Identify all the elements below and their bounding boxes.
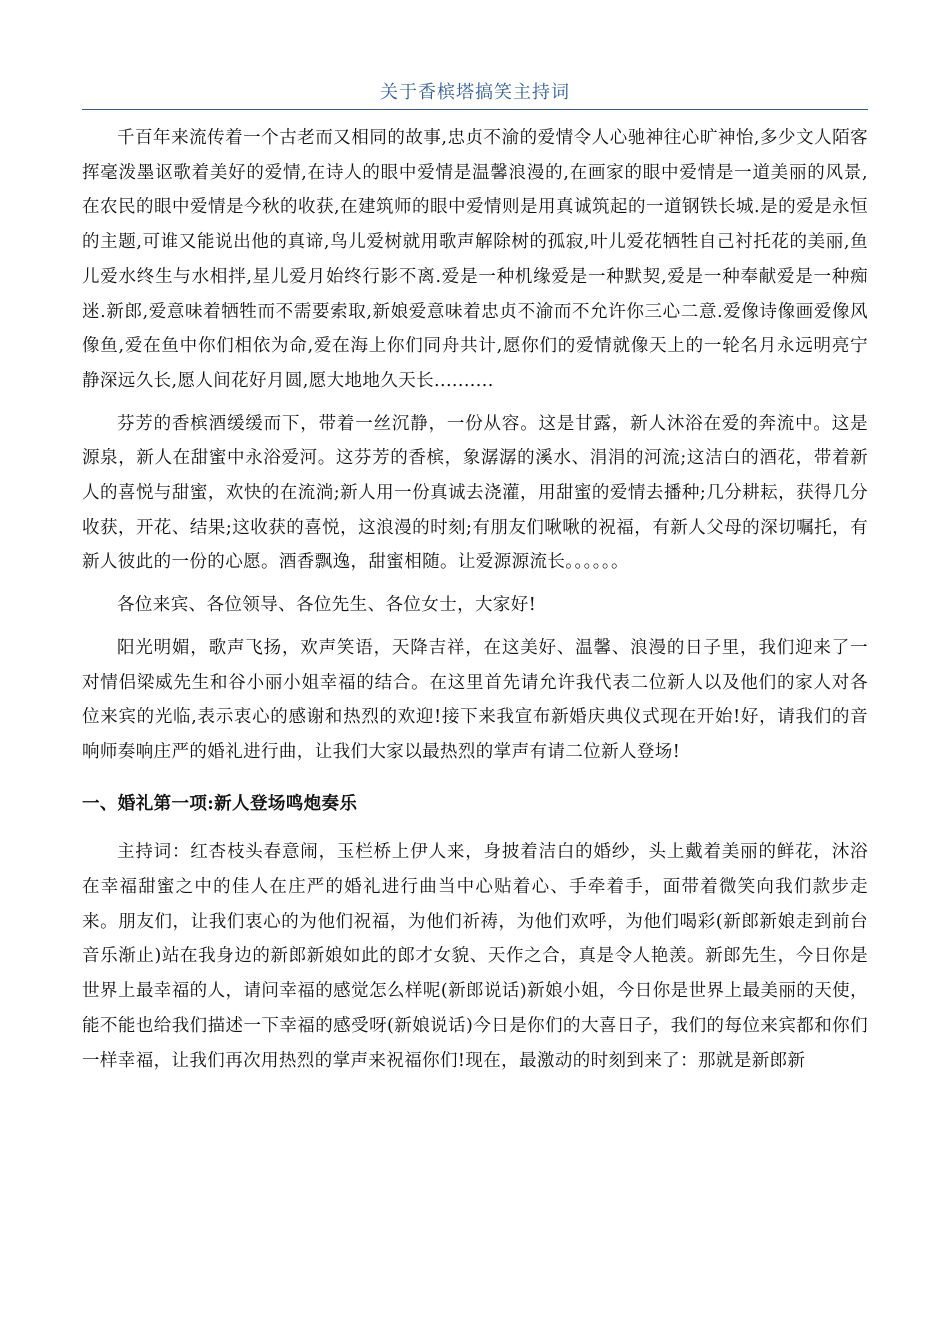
page-title: 关于香槟塔搞笑主持词 [380, 82, 570, 103]
paragraph-greeting: 各位来宾、各位领导、各位先生、各位女士，大家好! [117, 595, 537, 616]
paragraph-champagne: 芬芳的香槟酒缓缓而下，带着一丝沉静，一份从容。这是甘露，新人沐浴在爱的奔流中。这是源泉，新人在甜蜜中永浴爱河。这芬芳的香槟，象潺潺的溪水、涓涓的河流;这洁白的酒花，带着新人的喜悦与甜蜜，欢快的在流淌;新人用一份真诚去浇灌，用甜蜜的爱情去播种;几分耕耘，获得几分收获，开花、结果;这收获的喜悦，这浪漫的时刻;有朋友们啾啾的祝福，有新人父母的深切嘱托，有新人彼此的一份的心愿。酒香飘逸，甜蜜相随。让爱源源流长。。。。。。 [82, 413, 868, 573]
paragraph-opening: 阳光明媚，歌声飞扬，欢声笑语，天降吉祥，在这美好、温馨、浪漫的日子里，我们迎来了一对情侣梁威先生和谷小丽小姐幸福的结合。在这里首先请允许我代表二位新人以及他们的家人对各位来宾的光临,表示衷心的感谢和热烈的欢迎!接下来我宣布新婚庆典仪式现在开始!好，请我们的音响师奏响庄严的婚礼进行曲，让我们大家以最热烈的掌声有请二位新人登场! [82, 637, 868, 762]
document-body [82, 121, 868, 1078]
section-heading: 一、婚礼第一项:新人登场鸣炮奏乐 [82, 793, 358, 814]
paragraph-host-speech: 主持词：红杏枝头春意闹，玉栏桥上伊人来，身披着洁白的婚纱，头上戴着美丽的鲜花，沐浴在幸福甜蜜之中的佳人在庄严的婚礼进行曲当中心贴着心、手牵着手，面带着微笑向我们款步走来。朋友们，让我们衷心的为他们祝福，为他们祈祷，为他们欢呼，为他们喝彩(新郎新娘走到前台音乐渐止)站在我身边的新郎新娘如此的郎才女貌、天作之合，真是令人艳羡。新郎先生，今日你是世界上最幸福的人，请问幸福的感觉怎么样呢(新郎说话)新娘小姐，今日你是世界上最美丽的天使，能不能也给我们描述一下幸福的感受呀(新娘说话)今日是你们的大喜日子，我们的每位来宾都和你们一样幸福，让我们再次用热烈的掌声来祝福你们!现在，最激动的时刻到来了：那就是新郎新 [82, 842, 868, 1071]
paragraph-love-story: 千百年来流传着一个古老而又相同的故事,忠贞不渝的爱情令人心驰神往心旷神怡,多少文人陌客挥毫泼墨讴歌着美好的爱情,在诗人的眼中爱情是温馨浪漫的,在画家的眼中爱情是一道美丽的风景,在农民的眼中爱情是今秋的收获,在建筑师的眼中爱情则是用真诚筑起的一道钢铁长城.是的爱是永恒的主题,可谁又能说出他的真谛,鸟儿爱树就用歌声解除树的孤寂,叶儿爱花牺牲自己衬托花的美丽,鱼儿爱水终生与水相拌,星儿爱月始终行影不离.爱是一种机缘爱是一种默契,爱是一种奉献爱是一种痴迷.新郎,爱意味着牺牲而不需要索取,新娘爱意味着忠贞不渝而不允许你三心二意.爱像诗像画爱像风像鱼,爱在鱼中你们相依为命,爱在海上你们同舟共计,愿你们的爱情就像天上的一轮名月永远明亮宁静深远久长,愿人间花好月圆,愿大地地久天长.......... [82, 128, 868, 391]
title-divider [82, 109, 868, 110]
